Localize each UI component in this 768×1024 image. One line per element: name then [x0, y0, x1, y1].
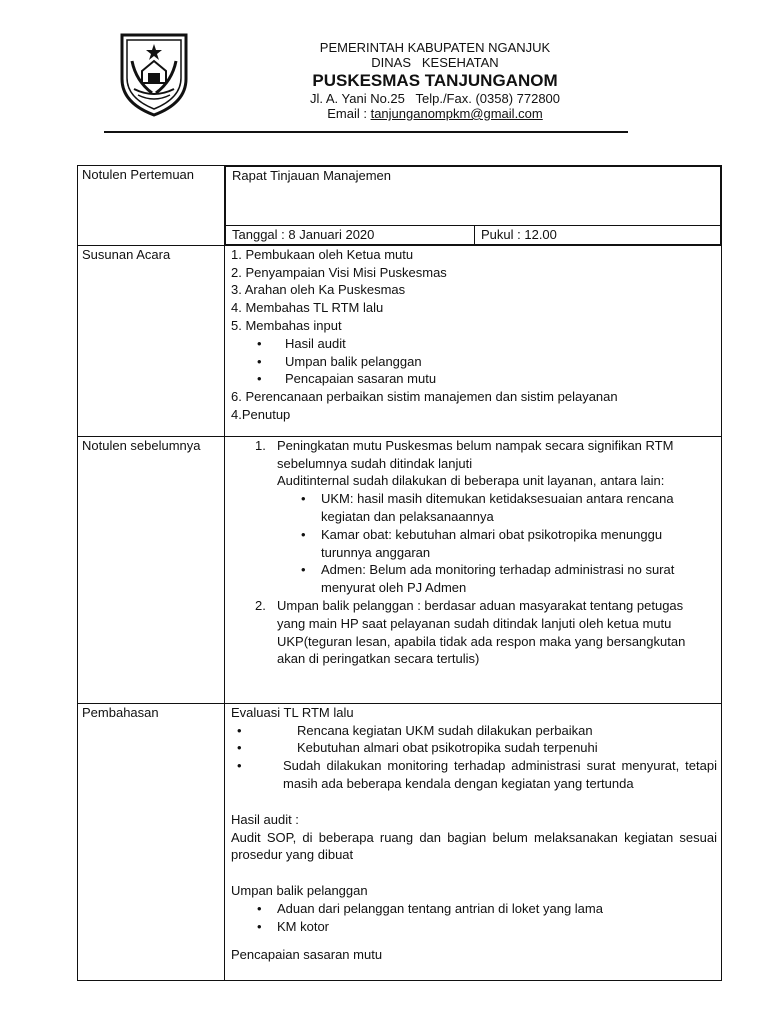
list-item: • Umpan balik pelanggan: [231, 353, 717, 371]
list-item: • Sudah dilakukan monitoring terhadap administrasi surat menyurat, tetapi masih ada beberapa kendala dengan kegiatan yang tertunda: [231, 757, 717, 793]
row-notulen-pertemuan: [78, 166, 722, 246]
list-item: 6. Perencanaan perbaikan sistim manajemen dan sistim pelayanan: [231, 389, 618, 405]
label-notulen-sebelumnya: Notulen sebelumnya: [78, 436, 225, 703]
nganjuk-regency-emblem: [118, 31, 190, 117]
list-item: 4. Membahas TL RTM lalu: [231, 300, 384, 316]
item-text: Peningkatan mutu Puskesmas belum nampak secara signifikan RTM sebelumnya sudah ditindak lanjuti: [277, 437, 674, 471]
previous-minutes: [225, 436, 722, 703]
list-item-continuation: Auditinternal sudah dilakukan di beberapa unit layanan, antara lain:: [277, 473, 665, 489]
letterhead: [195, 40, 675, 121]
list-item: • KM kotor: [231, 918, 717, 936]
discussion: [225, 703, 722, 980]
letterhead-line2: DINAS KESEHATAN: [371, 55, 499, 70]
list-item: 3. Arahan oleh Ka Puskesmas: [231, 282, 406, 298]
list-item: 4.Penutup: [231, 406, 291, 422]
email-label: Email :: [327, 106, 371, 121]
item-number: 2.: [255, 597, 266, 613]
list-item: • UKM: hasil masih ditemukan ketidaksesuaian antara rencana kegiatan dan pelaksanaannya: [229, 490, 701, 526]
audit-text: Audit SOP, di beberapa ruang dan bagian belum melaksanakan kegiatan sesuai prosedur yang dibuat: [231, 829, 717, 863]
list-item: • Rencana kegiatan UKM sudah dilakukan perbaikan: [231, 722, 717, 740]
letterhead-title: PUSKESMAS TANJUNGANOM: [312, 71, 558, 90]
item-number: 1.: [255, 437, 266, 453]
section-title: Umpan balik pelanggan: [231, 883, 368, 899]
list-item: [229, 437, 701, 473]
minutes-table: [77, 165, 722, 981]
letterhead-email-line: [195, 106, 675, 121]
header-divider: [104, 131, 628, 133]
row-susunan-acara: [78, 245, 722, 436]
list-item: • Kebutuhan almari obat psikotropika sudah terpenuhi: [231, 739, 717, 757]
email-link[interactable]: tanjunganompkm@gmail.com: [370, 106, 543, 121]
section-title: Evaluasi TL RTM lalu: [231, 704, 354, 720]
list-item: • Pencapaian sasaran mutu: [231, 370, 717, 388]
agenda: [225, 245, 722, 436]
item-text: Umpan balik pelanggan : berdasar aduan masyarakat tentang petugas yang main HP saat pelayanan sudah ditindak lanjuti oleh ketua mutu UKP(teguran lesan, apabila tidak ada respon maka yang bersangkutan akan di peringatkan secara tertulis): [277, 597, 686, 667]
label-susunan-acara: Susunan Acara: [78, 245, 225, 436]
list-item: 1. Pembukaan oleh Ketua mutu: [231, 246, 414, 262]
row-pembahasan: [78, 703, 722, 980]
label-pembahasan: Pembahasan: [78, 703, 225, 980]
list-item: 5. Membahas input: [231, 317, 342, 333]
letterhead-address: Jl. A. Yani No.25 Telp./Fax. (0358) 772800: [309, 91, 561, 106]
meeting-date: Tanggal : 8 Januari 2020: [226, 226, 475, 245]
meeting-time: Pukul : 12.00: [475, 226, 721, 245]
section-title: Pencapaian sasaran mutu: [231, 946, 383, 962]
letterhead-line1: PEMERINTAH KABUPATEN NGANJUK: [319, 40, 551, 55]
label-notulen-pertemuan: Notulen Pertemuan: [78, 166, 225, 246]
list-item: • Kamar obat: kebutuhan almari obat psikotropika menunggu turunnya anggaran: [229, 526, 701, 562]
list-item: • Hasil audit: [231, 335, 717, 353]
meeting-title: Rapat Tinjauan Manajemen: [226, 167, 721, 226]
row-notulen-sebelumnya: [78, 436, 722, 703]
list-item: • Aduan dari pelanggan tentang antrian di loket yang lama: [231, 900, 717, 918]
list-item: [229, 597, 701, 668]
list-item: • Admen: Belum ada monitoring terhadap administrasi no surat menyurat oleh PJ Admen: [229, 561, 701, 597]
section-title: Hasil audit :: [231, 811, 299, 827]
list-item: 2. Penyampaian Visi Misi Puskesmas: [231, 264, 447, 280]
